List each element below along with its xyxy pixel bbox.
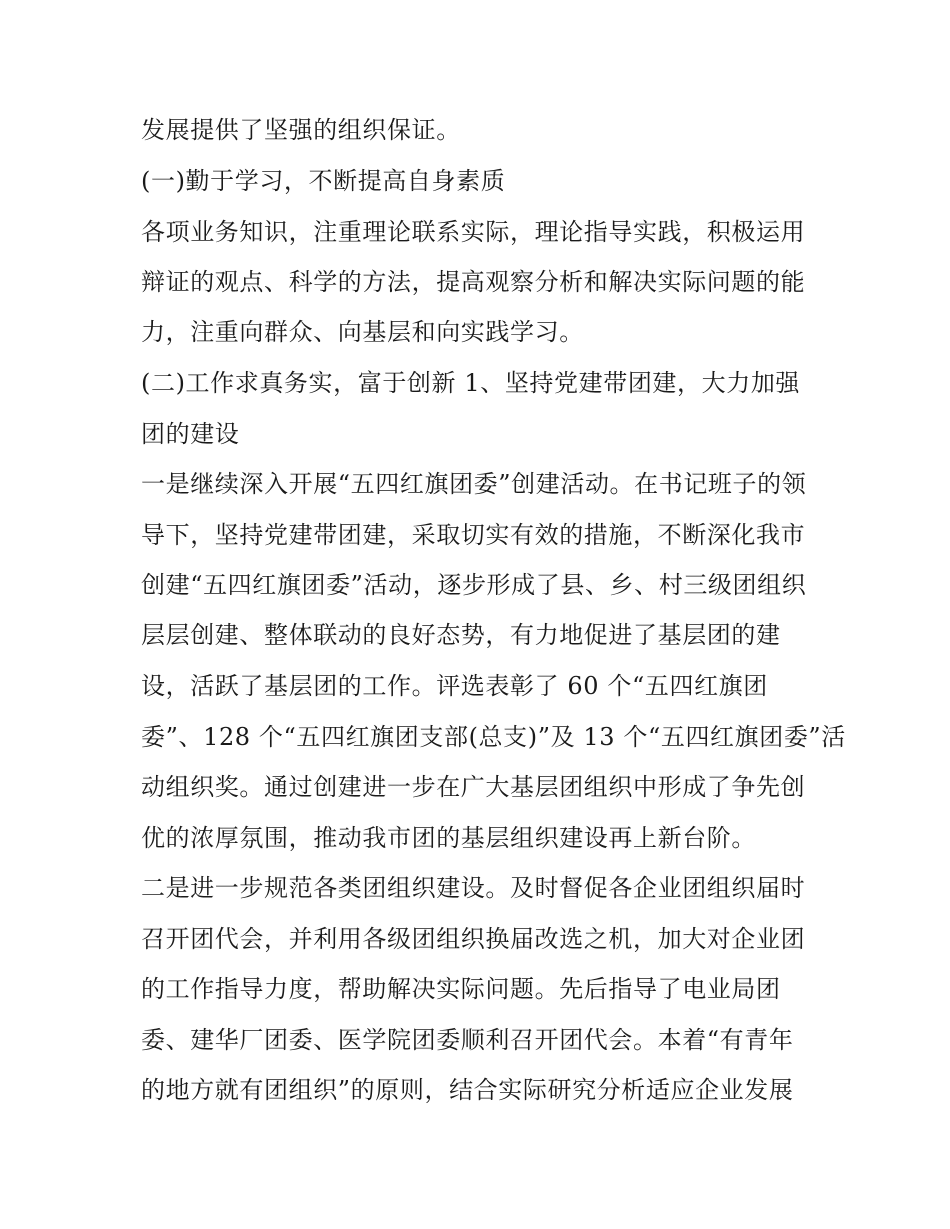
text-line: 委”、128 个“五四红旗团支部(总支)”及 13 个“五四红旗团委”活 (141, 723, 846, 751)
text-line: 委、建华厂团委、医学院团委顺利召开团代会。本着“有青年 (141, 1026, 794, 1054)
section-heading: (一)勤于学习，不断提高自身素质 (141, 167, 506, 195)
text-line: 的地方就有团组织”的原则，结合实际研究分析适应企业发展 (141, 1076, 794, 1104)
section-heading: (二)工作求真务实，富于创新 1、坚持党建带团建，大力加强 (141, 369, 801, 397)
text-line: 动组织奖。通过创建进一步在广大基层团组织中形成了争先创 (141, 773, 806, 801)
text-line: 一是继续深入开展“五四红旗团委”创建活动。在书记班子的领 (141, 470, 807, 498)
text-line: 二是进一步规范各类团组织建设。及时督促各企业团组织届时 (141, 874, 806, 902)
text-line: 导下，坚持党建带团建，采取切实有效的措施，不断深化我市 (141, 521, 806, 549)
text-line: 设，活跃了基层团的工作。评选表彰了 60 个“五四红旗团 (141, 672, 768, 700)
text-line: 发展提供了坚强的组织保证。 (141, 116, 461, 144)
text-line: 层层创建、整体联动的良好态势，有力地促进了基层团的建 (141, 621, 781, 649)
text-line: 召开团代会，并利用各级团组织换届改选之机，加大对企业团 (141, 925, 806, 953)
text-line: 的工作指导力度，帮助解决实际问题。先后指导了电业局团 (141, 975, 781, 1003)
text-line: 辩证的观点、科学的方法，提高观察分析和解决实际问题的能 (141, 268, 806, 296)
text-line: 力，注重向群众、向基层和向实践学习。 (141, 318, 584, 346)
text-line: 团的建设 (141, 420, 240, 448)
text-line: 各项业务知识，注重理论联系实际，理论指导实践，积极运用 (141, 218, 806, 246)
text-line: 创建“五四红旗团委”活动，逐步形成了县、乡、村三级团组织 (141, 571, 807, 599)
text-line: 优的浓厚氛围，推动我市团的基层组织建设再上新台阶。 (141, 824, 756, 852)
